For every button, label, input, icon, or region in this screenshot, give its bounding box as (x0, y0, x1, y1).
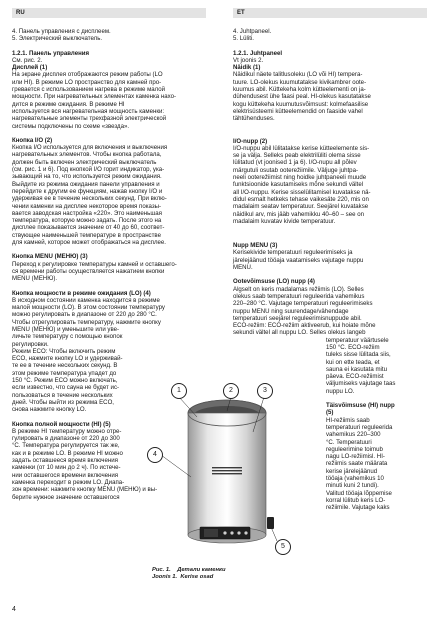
et-display-line: tähtühenduses. (233, 115, 275, 123)
ru-display-line: На экране дисплея отображаются режим работы (LO (12, 71, 163, 79)
ru-io-line: вается заводская настройка «220». Это наименьшая (12, 209, 162, 217)
et-section-title: 1.2.1. Juhtpaneel (233, 49, 283, 57)
ru-display-line: гревается с использованием нагрева в режиме малой (12, 86, 166, 94)
et-menu-line: MENU. (233, 264, 253, 272)
ru-io-line: температура, которую можно задать. После этого на (12, 217, 162, 225)
ru-display-line: дится в режиме ожидания. В режиме HI (12, 100, 125, 108)
ru-hi-line: °C. Температура регулируется так же, (12, 442, 120, 450)
ru-lo-line: Режим ECO: Чтобы включить режим (12, 347, 116, 355)
et-io-line: all I/O-nuppu. Kerise sisselülitamisel kuvatakse nä- (233, 188, 371, 196)
ru-io-line: ствующее наименьшей температуре в пространстве (12, 231, 161, 239)
et-io-line: madalaim seatav temperatuur. Seejärel kuvatakse (233, 203, 369, 211)
panel-button (244, 531, 247, 534)
ru-hi-line: как и в режиме LO. В режиме HI можно (12, 449, 123, 457)
et-list-item-4: 4. Juhtpaneel. (233, 28, 272, 35)
ru-io-line: перейдите к другим ее функциям, нажав кнопку I/O и (12, 187, 163, 195)
et-lo-line: Algselt on keris madalamas režiimis (LO). Selles (233, 285, 364, 293)
ru-display-line: нагревательные элементы трехфазной электрической (12, 115, 167, 123)
et-io-line: näidikul arv, mis jääb vahemikku 40–60 – see on (233, 210, 364, 218)
ru-io-line: Кнопка I/O используется для включения и выключения (12, 144, 168, 152)
ru-io-line: зывающий на то, что используется режим ожидания. (12, 173, 162, 181)
et-hi-line: nagu LO-režiimisl. HI- (326, 453, 385, 461)
ru-io-line: нагревательных элементов. Чтобы кнопка работала, (12, 151, 162, 159)
ru-lo-line: те ее в течение нескольких секунд. В (12, 362, 118, 370)
et-display-line: tuure. LO-olekus kuumutatakse kivikambrer oote- (233, 78, 367, 86)
ru-lo-line: пользоваться в течение нескольких (12, 391, 113, 399)
ru-lo-line: В исходном состоянии каменка находится в режиме (12, 296, 160, 304)
ru-lo-line: MENU (МЕНЮ) и уменьшите или уве- (12, 325, 120, 333)
et-display-line: dühendusest ühe faasi peal. HI-olekus kasutatakse (233, 93, 371, 101)
et-hi-line: °C. Temperatuuri (326, 438, 372, 446)
et-hi-line: temperatuuri reguleerida (326, 423, 393, 431)
et-hi-line: minuti kuni 2 tundi). (326, 482, 379, 490)
page-number: 4 (12, 606, 16, 613)
ru-lo-line: дней. Чтобы выйти из режима ECO, (12, 398, 114, 406)
ru-hi-line: нии оставшегося времени включения (12, 471, 119, 479)
ru-hi-line: гулировать в диапазоне от 220 до 300 (12, 435, 120, 443)
caption-et-text: Kerise osad (180, 573, 214, 580)
callout-3: 3 (257, 383, 273, 399)
et-io-line: madalaim kuvatav kivide temperatuur. (233, 217, 336, 225)
ru-io-line: должен быть включен электрический выключатель (12, 158, 157, 166)
callout-5: 5 (275, 539, 291, 555)
ru-hi-heading: Кнопка полной мощности (HI) (5) (12, 420, 111, 428)
ru-list-item-4: 4. Панель управления с дисплеем. (12, 28, 111, 35)
et-lo-line: nuppu LO. (326, 387, 355, 395)
et-display-line: elektrisüsteemi kütteelemendid on faaside vahel (233, 107, 363, 115)
et-menu-line: järelejäänud tööaja vaatamiseks vajutage nuppu (233, 256, 364, 264)
ru-list-item-5: 5. Электрический выключатель. (12, 35, 103, 43)
et-lo-line: sekundi vältel all nuppu LO. Selles olekus langeb (233, 329, 366, 337)
ru-menu-line: Переход к регулировке температуры камней и оставшего- (12, 260, 177, 268)
ru-io-line: (см. рис. 1 и 6). Под кнопкой I/O горит индикатор, ука- (12, 166, 165, 174)
et-lo-line: olekus saab temperatuuri reguleerida vahemikus (233, 292, 365, 300)
ru-lo-line: снова нажмите кнопку LO. (12, 406, 87, 414)
et-lo-line: väljumiseks vajutage taas (326, 380, 396, 388)
side-vents (212, 467, 242, 474)
figure-caption (152, 567, 225, 580)
ru-language-header: RU (12, 8, 206, 18)
ru-display-line: или HI). В режиме LO пространство для камней про- (12, 78, 162, 86)
et-language-header: ET (233, 8, 427, 18)
sauna-stove-figure (149, 377, 299, 563)
et-io-line: didul esmalt hetkeks tehase vaikesäte 220, mis on (233, 195, 369, 203)
ru-figure-reference: См. рис. 2. (12, 56, 43, 64)
et-list-item-5: 5. Lüliti. (233, 35, 255, 43)
ru-lo-line: ECO, нажмите кнопку LO и удерживай- (12, 355, 123, 363)
ru-lo-heading: Кнопка мощности в режиме ожидания (LO) (4) (12, 289, 151, 297)
et-hi-line: Valitud tööaja lõppemise (326, 489, 392, 497)
ru-lo-line: этом режиме температура упадет до (12, 369, 117, 377)
ru-io-line: для камней, которое может отображаться на дисплее. (12, 239, 166, 247)
ru-display-line: мощности. При нагревательных элементах каменка нахо- (12, 93, 177, 101)
et-lo-line: 220–280 °C. Vajutage temperatuuri reguleerimiseks (233, 300, 373, 308)
et-display-line: kuumus abil. Küttekeha kolm kütteelementi on ja- (233, 86, 366, 94)
et-lo-line: nuppu MENU ning suurendage/vähendage (233, 307, 349, 315)
ru-hi-line: В режиме HI температуру можно отре- (12, 427, 122, 435)
ru-menu-line: MENU (МЕНЮ). (12, 275, 58, 283)
et-lo-line: sauna ei kasutata mitu (326, 365, 387, 373)
ru-hi-line: каменки (от 10 мин до 2 ч). По истече- (12, 464, 121, 472)
et-hi-line: režiimis saate määrata (326, 460, 388, 468)
et-lo-line: päeva. ECO-režiimist (326, 373, 384, 381)
caption-ru-number: Рис. 1. (152, 567, 171, 573)
et-hi-line: tööaja (vahemikus 10 (326, 475, 384, 483)
sauna-stove-illustration (149, 377, 299, 563)
ru-lo-line: малой мощности (LO). В этом состоянии температуру (12, 304, 165, 312)
et-menu-line: Kerisekivide temperatuuri reguleerimiseks ja (233, 249, 353, 257)
et-display-line: Näidikul näete talitlusoleku (LO või HI) tempera- (233, 71, 363, 79)
et-display-line: kogu küttekeha kuumutusvõimsust: kolmefaasilise (233, 100, 369, 108)
et-lo-line: ECO-režiim: ECO-režiim aktiveerub, kui hoiate mõne (233, 322, 376, 330)
ru-io-line: чении каменки на дисплее некоторое время показы- (12, 202, 162, 210)
et-hi-line: reguleerimine toimub (326, 445, 383, 453)
power-switch (267, 517, 274, 529)
ru-lo-line: если известно, что сауна не будет ис- (12, 384, 120, 392)
ru-hi-line: зон времени: нажмите кнопку MENU (МЕНЮ) и вы- (12, 486, 158, 494)
ru-lo-line: личьте температуру с помощью кнопок (12, 333, 123, 341)
ru-display-line: используется вся нагревательная мощность каменки: (12, 107, 165, 115)
et-hi-line: HI-režiimis saab (326, 416, 370, 424)
panel-button (237, 531, 240, 534)
et-hi-line: korral lülitub keris LO- (326, 496, 386, 504)
ru-hi-line: каменка переходит в режим LO. Диапа- (12, 478, 125, 486)
ru-display-line: системы подключены по схеме «звезда». (12, 122, 130, 130)
callout-2: 2 (223, 383, 239, 399)
panel-button (230, 531, 233, 534)
et-lo-line: temperatuuri seejärel reguleerimisnuppude abil. (233, 314, 362, 322)
et-io-line: neeli ooterežiimist ning hoidke juhtpaneeli muude (233, 174, 367, 182)
panel-button (223, 531, 226, 534)
ru-menu-line: ся времени работы осуществляется нажатием кнопки (12, 267, 165, 275)
et-io-heading: I/O-nupp (2) (233, 137, 268, 145)
ru-lo-line: можно регулировать в диапазоне от 220 до 280 °C. (12, 311, 157, 319)
ru-lo-line: регулировки. (12, 340, 49, 348)
ru-lo-line: Чтобы отрегулировать температуру, нажмите кнопку (12, 318, 161, 326)
ru-menu-heading: Кнопка MENU (МЕНЮ) (3) (12, 253, 88, 261)
et-lo-line: kui on ette teada, et (326, 358, 380, 366)
ru-lo-line: 150 °C. Режим ECO можно включать, (12, 377, 118, 385)
ru-io-line: удерживая ее в течение нескольких секунд. При вклю- (12, 195, 167, 203)
ru-io-line: дисплее показывается значение от 40 до 60, соответ- (12, 224, 165, 232)
ru-display-heading: Дисплей (1) (12, 64, 48, 72)
et-figure-reference: Vt joonis 2. (233, 56, 264, 64)
et-lo-line: temperatuur väärtusele (326, 336, 389, 344)
ru-hi-line: задать оставшееся время включения (12, 457, 118, 465)
et-hi-line: režiimile. Vajutage kaks (326, 504, 390, 512)
ru-section-title: 1.2.1. Панель управления (12, 49, 90, 57)
et-io-line: funktsioonide kasutamiseks mõne sekundi vältel (233, 181, 364, 189)
callout-4: 4 (147, 447, 163, 463)
ru-io-heading: Кнопка I/O (2) (12, 136, 53, 144)
et-hi-heading-number: (5) (326, 409, 334, 417)
ru-hi-line: берите нужное значение оставшегося (12, 493, 120, 501)
et-display-heading: Näidik (1) (233, 64, 261, 72)
caption-ru-text: Детали каменки (177, 567, 226, 573)
et-io-line: I/O-nuppu abil lülitatakse kerise kütteelemente sis- (233, 144, 370, 152)
et-lo-heading: Ootevõimsuse (LO) nupp (4) (233, 278, 315, 286)
ru-io-line: Выйдите из режима ожидания панели управления и (12, 180, 160, 188)
panel-display (204, 529, 218, 537)
et-io-line: se ja välja. Selleks peab elektrilüliti olema sisse (233, 152, 361, 160)
et-hi-line: vahemikus 220–300 (326, 431, 381, 439)
et-lo-line: tuleks sisse lülitada siis, (326, 351, 391, 359)
callout-1: 1 (171, 383, 187, 399)
caption-et-number: Joonis 1. (152, 573, 178, 580)
et-menu-heading: Nupp MENU (3) (233, 242, 278, 250)
et-io-line: lülitatud (vt joonised 1 ja 6). I/O-nupu all põlev (233, 159, 357, 167)
et-lo-line: 150 °C. ECO-režiim (326, 343, 380, 351)
et-io-line: märgutuli osutab ooterežiimile. Väljuge juhtpa- (233, 166, 358, 174)
et-hi-line: kerise järelejäänud (326, 467, 378, 475)
et-hi-heading: Täisvõimsuse (HI) nupp (326, 402, 395, 410)
